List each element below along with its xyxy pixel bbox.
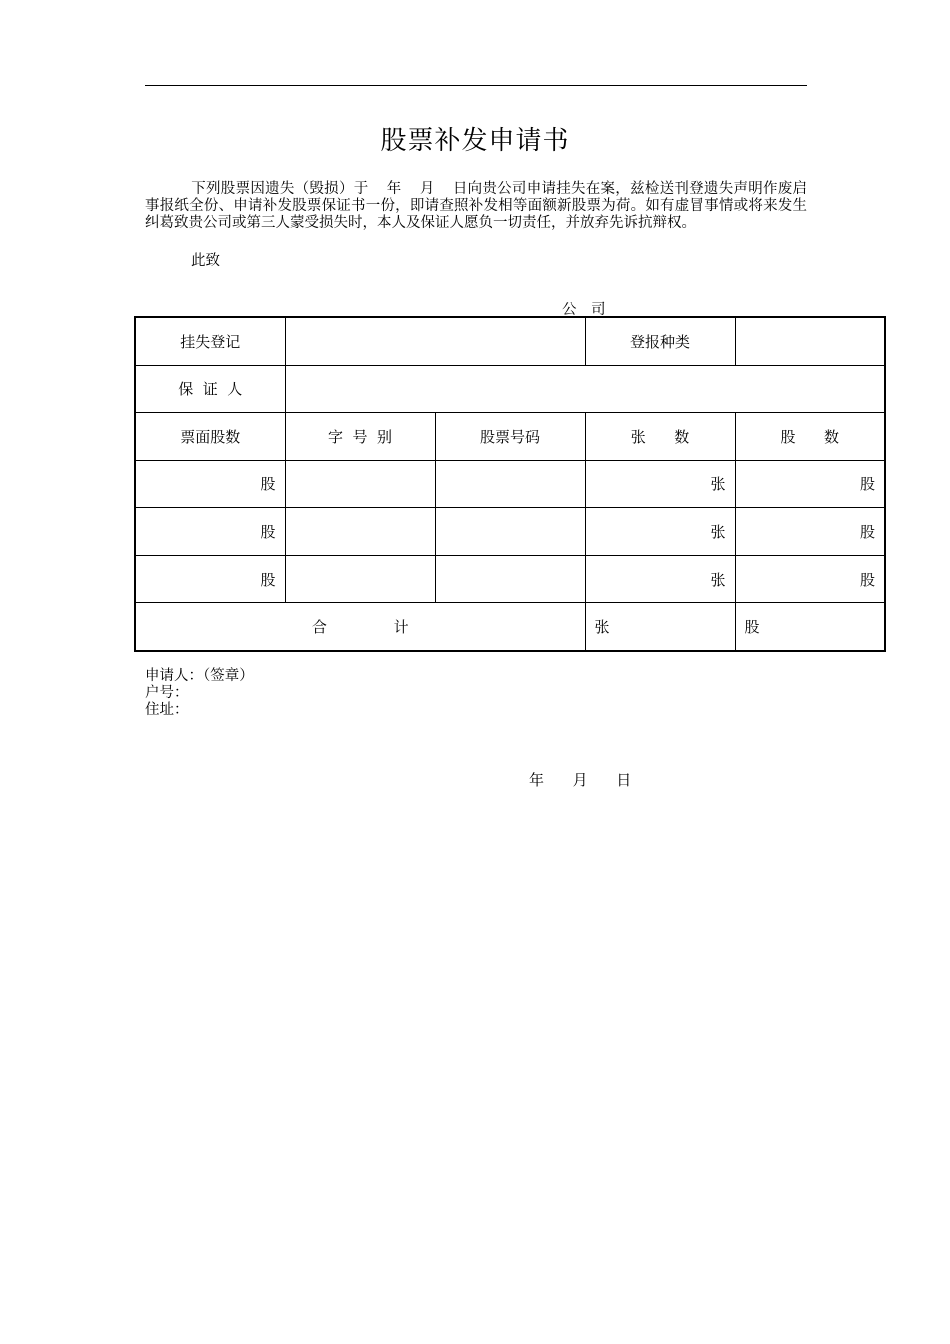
header-row bbox=[135, 413, 885, 461]
sheet-count-cell[interactable]: 张 bbox=[585, 555, 735, 603]
total-row bbox=[135, 603, 885, 651]
sheet-count-cell[interactable]: 张 bbox=[585, 460, 735, 508]
share-count-cell[interactable]: 股 bbox=[735, 460, 885, 508]
face-shares-cell[interactable]: 股 bbox=[135, 555, 285, 603]
closing-salutation: 此致 bbox=[191, 253, 220, 269]
face-shares-cell[interactable]: 股 bbox=[135, 460, 285, 508]
table-row bbox=[135, 508, 885, 556]
header-share-count: 股 数 bbox=[735, 413, 885, 461]
body-part1: 下列股票因遗失（毁损）于 bbox=[191, 181, 369, 197]
applicant-info bbox=[145, 668, 254, 719]
face-shares-cell[interactable]: 股 bbox=[135, 508, 285, 556]
total-shares-cell[interactable]: 股 bbox=[735, 603, 885, 651]
applicant-signature-line: 申请人：（签章） bbox=[145, 668, 254, 684]
guarantor-label: 保 证 人 bbox=[135, 365, 285, 413]
top-rule bbox=[145, 85, 807, 86]
header-sheet-count: 张 数 bbox=[585, 413, 735, 461]
header-serial-type: 字 号 别 bbox=[285, 413, 435, 461]
document-title: 股票补发申请书 bbox=[380, 126, 570, 156]
report-type-label: 登报种类 bbox=[585, 317, 735, 365]
account-number-line: 户号： bbox=[145, 685, 189, 701]
serial-type-cell[interactable] bbox=[285, 460, 435, 508]
header-stock-number: 股票号码 bbox=[435, 413, 585, 461]
report-type-field[interactable] bbox=[735, 317, 885, 365]
year-label: 年 bbox=[386, 181, 402, 197]
stock-number-cell[interactable] bbox=[435, 508, 585, 556]
application-body bbox=[145, 181, 807, 232]
total-sheets-cell[interactable]: 张 bbox=[585, 603, 735, 651]
serial-type-cell[interactable] bbox=[285, 555, 435, 603]
body-part2: 日向贵公司申请挂失在案，兹检送刊登遗失声明作废启事报纸全份、申请补发股票保证书一份，即请查照补发相等面额新股票为荷。如有虚冒事情或将来发生纠葛致贵公司或第三人蒙受损失时，本人及保证人愿负一切责任，并放弃先诉抗辩权。 bbox=[145, 181, 808, 231]
table-row bbox=[135, 555, 885, 603]
sheet-count-cell[interactable]: 张 bbox=[585, 508, 735, 556]
lost-registration-row bbox=[135, 317, 885, 365]
address-line: 住址： bbox=[145, 702, 189, 718]
date-line: 年 月 日 bbox=[529, 771, 632, 789]
application-table bbox=[134, 316, 886, 652]
company-label: 公 司 bbox=[562, 302, 606, 318]
header-face-shares: 票面股数 bbox=[135, 413, 285, 461]
serial-type-cell[interactable] bbox=[285, 508, 435, 556]
share-count-cell[interactable]: 股 bbox=[735, 508, 885, 556]
stock-number-cell[interactable] bbox=[435, 460, 585, 508]
table-row bbox=[135, 460, 885, 508]
share-count-cell[interactable]: 股 bbox=[735, 555, 885, 603]
lost-registration-label: 挂失登记 bbox=[135, 317, 285, 365]
guarantor-row bbox=[135, 365, 885, 413]
stock-number-cell[interactable] bbox=[435, 555, 585, 603]
lost-registration-field[interactable] bbox=[285, 317, 585, 365]
total-label: 合 计 bbox=[135, 603, 585, 651]
month-label: 月 bbox=[419, 181, 435, 197]
guarantor-field[interactable] bbox=[285, 365, 885, 413]
